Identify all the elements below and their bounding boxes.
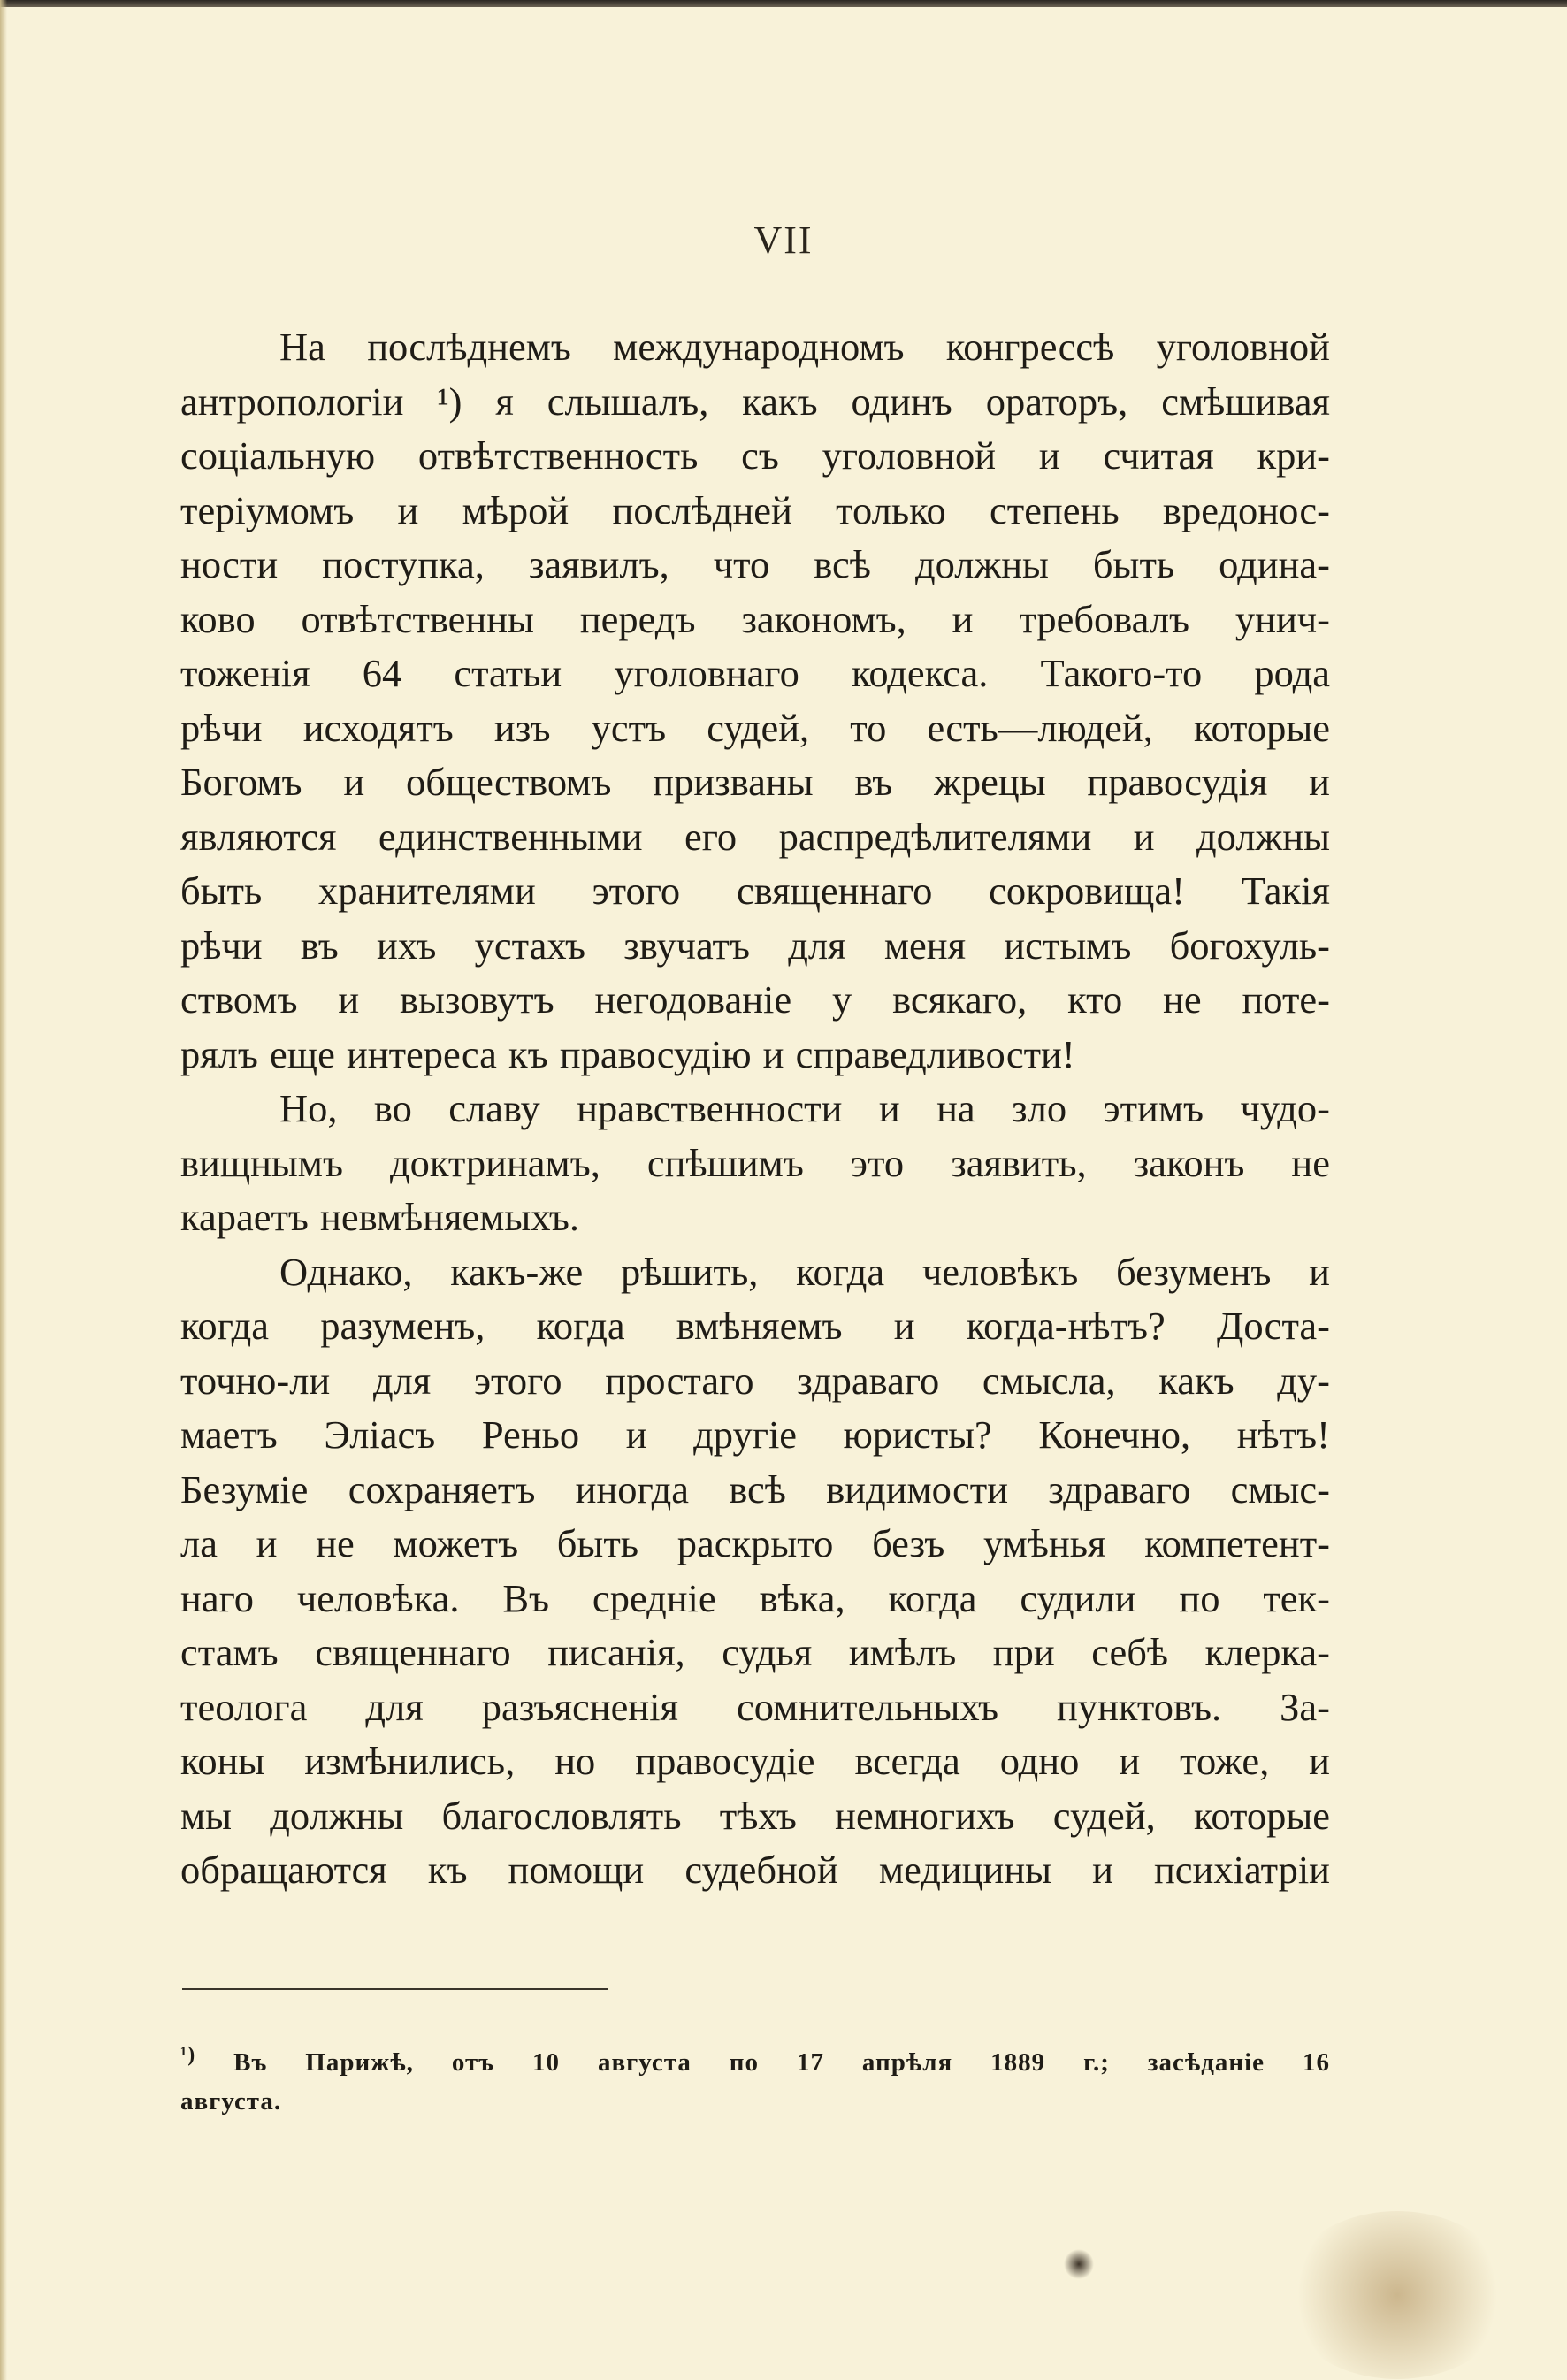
text-line: коны измѣнились, но правосудіе всегда одно и тоже, и (180, 1739, 1330, 1783)
text-line: Безуміе сохраняетъ иногда всѣ видимости здраваго смыс- (180, 1466, 1330, 1511)
text-line: вищнымъ доктринамъ, спѣшимъ это заявить, законъ не (180, 1140, 1330, 1185)
text-line: являются единственными его распредѣлителями и должны (180, 814, 1330, 859)
text-line: быть хранителями этого священнаго сокровища! Такія (180, 869, 1330, 913)
footnote-line: августа. (180, 2087, 282, 2116)
text-line: когда разуменъ, когда вмѣняемъ и когда-нѣтъ? Доста- (180, 1304, 1330, 1348)
text-line: рялъ еще интереса къ правосудію и справедливости! (180, 1031, 1075, 1076)
text-line: точно-ли для этого простаго здраваго смысла, какъ ду- (180, 1358, 1330, 1403)
footnote-divider (182, 1988, 608, 1990)
text-line: ла и не можетъ быть раскрыто безъ умѣнья компетент- (180, 1521, 1330, 1565)
paper-stain (1061, 2246, 1097, 2282)
text-line: Но, во славу нравственности и на зло этимъ чудо- (279, 1086, 1330, 1130)
text-line: соціальную отвѣтственность съ уголовной и считая кри- (180, 433, 1330, 478)
footnote-line (180, 2043, 1330, 2082)
footnote-marker: ¹) (180, 2043, 196, 2067)
text-line: антропологіи ¹) я слышалъ, какъ одинъ ораторъ, смѣшивая (180, 379, 1330, 424)
text-line: рѣчи въ ихъ устахъ звучатъ для меня истымъ богохуль- (180, 922, 1330, 968)
text-line: мы должны благословлять тѣхъ немногихъ судей, которые (180, 1793, 1330, 1838)
text-line: караетъ невмѣняемыхъ. (180, 1195, 579, 1239)
page-number: VII (753, 218, 814, 262)
body-text (180, 320, 1330, 1898)
text-line: теолога для разъясненія сомнительныхъ пунктовъ. За- (180, 1684, 1330, 1729)
text-line: рѣчи исходятъ изъ устъ судей, то есть—людей, которые (180, 705, 1330, 750)
text-line: маетъ Эліасъ Реньо и другіе юристы? Конечно, нѣтъ! (180, 1412, 1330, 1457)
text-line: ствомъ и вызовутъ негодованіе у всякаго, кто не поте- (180, 977, 1330, 1022)
paper-stain (1282, 2211, 1512, 2379)
text-line: наго человѣка. Въ средніе вѣка, когда судили по тек- (180, 1575, 1330, 1620)
text-line: обращаются къ помощи судебной медицины и психіатріи (180, 1848, 1330, 1892)
text-line: Богомъ и обществомъ призваны въ жрецы правосудія и (180, 760, 1330, 804)
text-line: ково отвѣтственны передъ закономъ, и требовалъ унич- (180, 596, 1330, 641)
page-top-edge (0, 0, 1567, 7)
footnote (180, 2043, 1330, 2121)
text-line: На послѣднемъ международномъ конгрессѣ уголовной (279, 325, 1330, 369)
footnote-text: Въ Парижѣ, отъ 10 августа по 17 апрѣля 1889 г.; засѣданіе 16 (233, 2048, 1330, 2077)
text-line: Однако, какъ-же рѣшить, когда человѣкъ безуменъ и (279, 1249, 1330, 1294)
text-line: теріумомъ и мѣрой послѣдней только степень вредонос- (180, 487, 1330, 532)
text-line: стамъ священнаго писанія, судья имѣлъ при себѣ клерка- (180, 1630, 1330, 1674)
page-left-edge (0, 0, 7, 2380)
text-line: ности поступка, заявилъ, что всѣ должны быть одина- (180, 542, 1330, 586)
text-line: тоженія 64 статьи уголовнаго кодекса. Такого-то рода (180, 651, 1330, 695)
